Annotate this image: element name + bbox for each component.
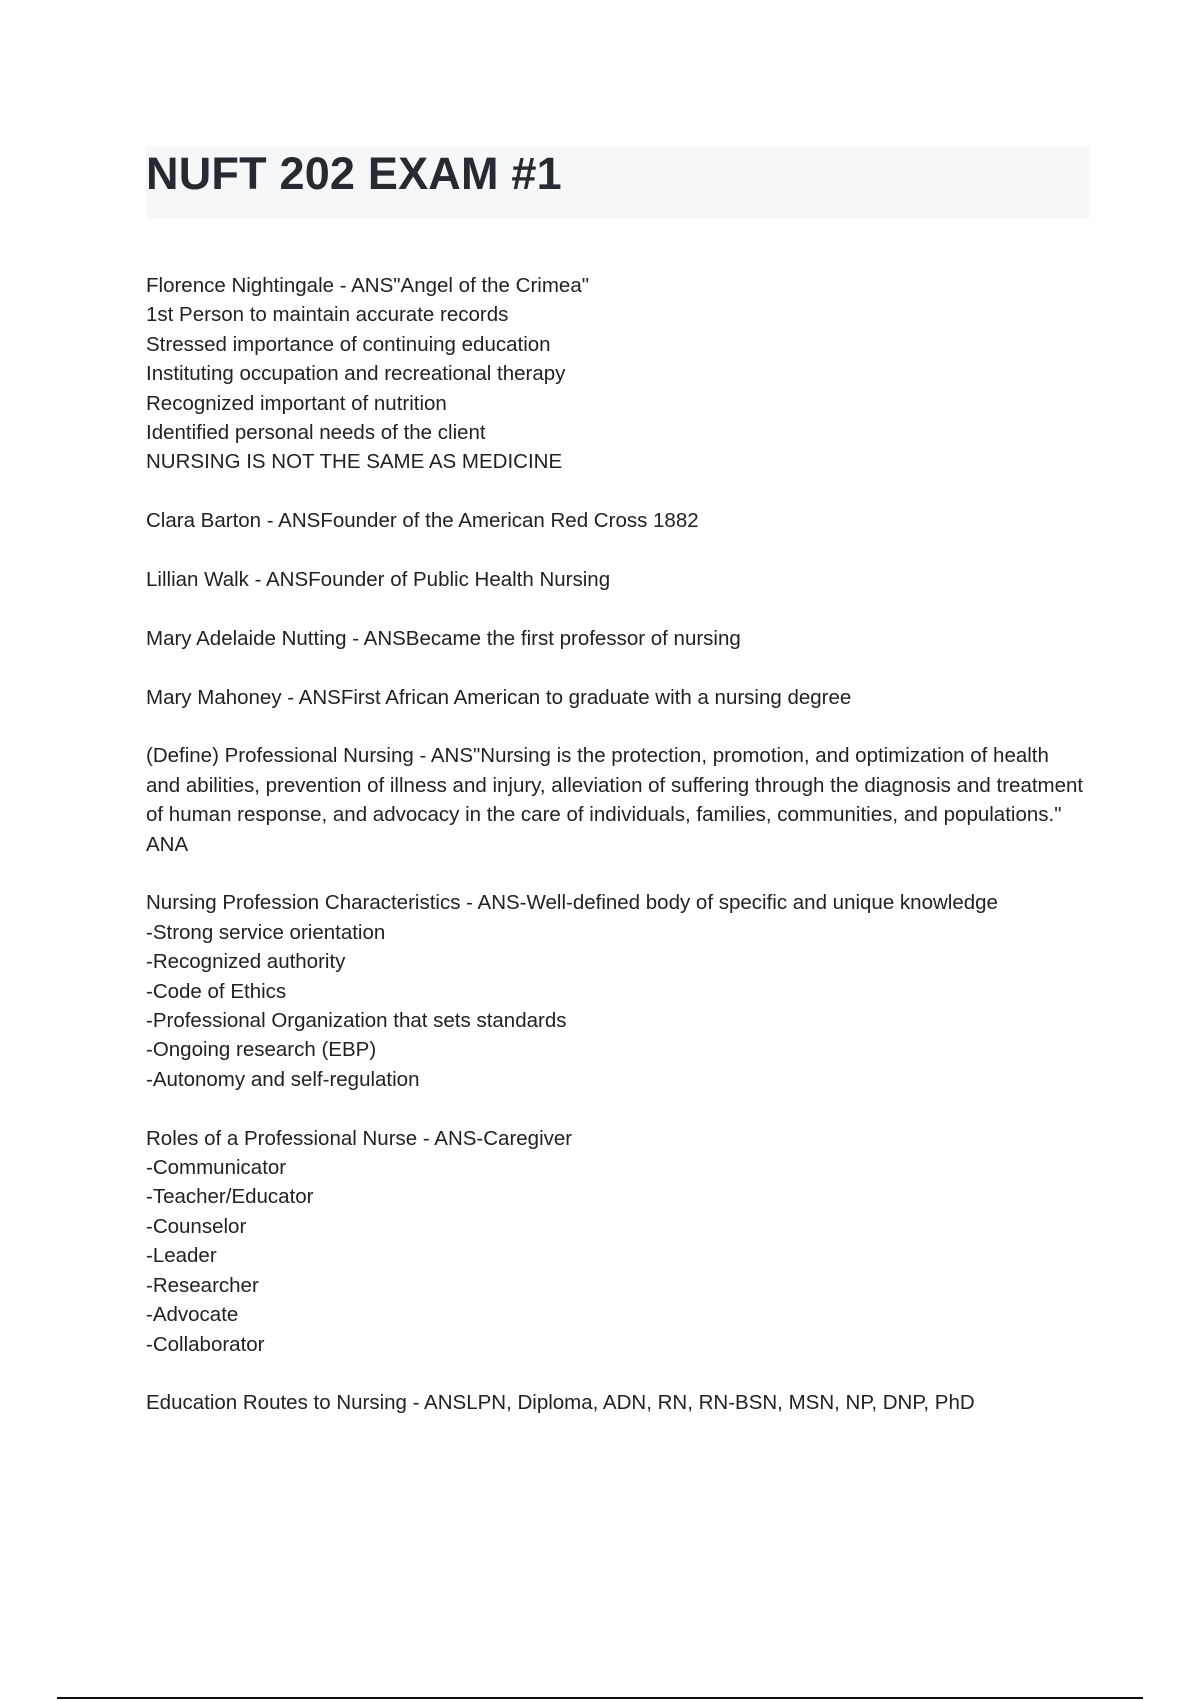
term-entry [146, 683, 1096, 712]
term-entry [146, 271, 1096, 477]
term-definition-line: Nursing Profession Characteristics - ANS-Well-defined body of specific and unique knowledge [146, 891, 998, 915]
term-definition-line: Clara Barton - ANSFounder of the American Red Cross 1882 [146, 509, 699, 533]
term-definition-line: Roles of a Professional Nurse - ANS-Caregiver [146, 1126, 573, 1150]
term-definition-line: Florence Nightingale - ANS"Angel of the Crimea" [146, 274, 589, 297]
definition-line: -Strong service orientation [146, 920, 386, 944]
term-entry [146, 1124, 1096, 1359]
term-entry [146, 1388, 1096, 1417]
definition-line: -Advocate [146, 1303, 239, 1327]
definition-line: -Communicator [146, 1156, 287, 1180]
definition-line: -Code of Ethics [146, 979, 287, 1003]
definition-line: -Researcher [146, 1273, 259, 1297]
term-definition-line: Education Routes to Nursing - ANSLPN, Diploma, ADN, RN, RN-BSN, MSN, NP, DNP, PhD [146, 1391, 975, 1415]
definition-line: -Counselor [146, 1214, 247, 1238]
term-definition-line: Lillian Walk - ANSFounder of Public Health Nursing [146, 568, 611, 592]
footer-divider [57, 1697, 1143, 1699]
term-definition-line: Mary Adelaide Nutting - ANSBecame the first professor of nursing [146, 626, 741, 650]
definition-line: -Autonomy and self-regulation [146, 1067, 420, 1091]
term-entry [146, 565, 1096, 594]
definition-line: Recognized important of nutrition [146, 391, 447, 415]
definition-line: Identified personal needs of the client [146, 421, 486, 445]
term-entry [146, 506, 1096, 535]
definition-line: NURSING IS NOT THE SAME AS MEDICINE [146, 450, 563, 474]
definition-line: -Professional Organization that sets standards [146, 1009, 567, 1033]
term-definition-paragraph: (Define) Professional Nursing - ANS"Nursing is the protection, promotion, and optimization of health and abilities, prevention of illness and injury, alleviation of suffering through the diagnosis and treatment of human response, and advocacy in the care of individuals, families, communities, and populations." ANA [146, 744, 1084, 856]
term-entry [146, 741, 1096, 859]
definition-line: -Ongoing research (EBP) [146, 1038, 377, 1062]
definition-line: Instituting occupation and recreational therapy [146, 362, 566, 386]
term-definition-line: Mary Mahoney - ANSFirst African American to graduate with a nursing degree [146, 685, 852, 709]
definition-line: -Recognized authority [146, 950, 346, 974]
document-body [146, 271, 1096, 1447]
definition-line: -Collaborator [146, 1332, 265, 1356]
definition-line: Stressed importance of continuing education [146, 332, 551, 356]
definition-line: 1st Person to maintain accurate records [146, 303, 509, 327]
term-entry [146, 888, 1096, 1094]
document-title: NUFT 202 EXAM #1 [146, 148, 562, 199]
definition-line: -Teacher/Educator [146, 1185, 314, 1209]
term-entry [146, 624, 1096, 653]
definition-line: -Leader [146, 1244, 217, 1268]
